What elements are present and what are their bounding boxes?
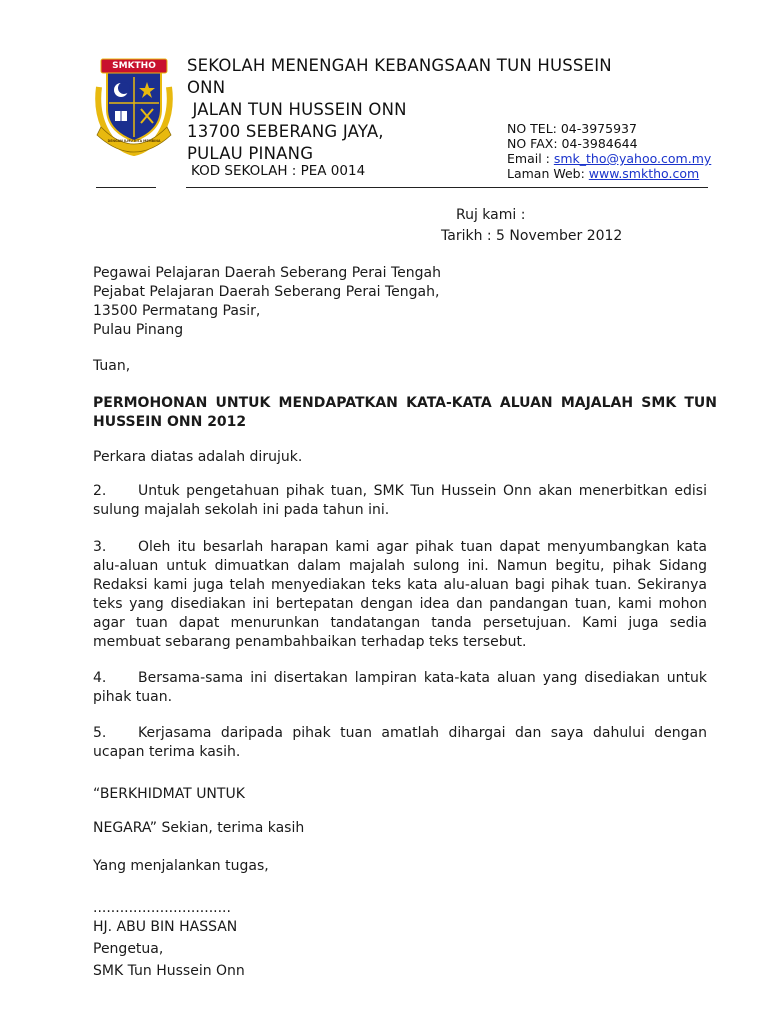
email-label: Email : bbox=[507, 151, 554, 166]
recipient-line4: Pulau Pinang bbox=[93, 322, 184, 338]
paragraph-4 bbox=[93, 669, 707, 707]
paragraph-4-text: Bersama-sama ini disertakan lampiran kata-kata aluan yang disediakan untuk pihak tuan. bbox=[93, 670, 707, 705]
school-name-line2: ONN bbox=[187, 78, 226, 97]
letter-date: Tarikh : 5 November 2012 bbox=[441, 228, 623, 244]
recipient-line1: Pegawai Pelajaran Daerah Seberang Perai Tengah bbox=[93, 265, 441, 281]
paragraph-4-number: 4. bbox=[93, 670, 107, 686]
signature-block bbox=[93, 900, 245, 982]
paragraph-2-text: Untuk pengetahuan pihak tuan, SMK Tun Hussein Onn akan menerbitkan edisi sulung majalah sekolah ini pada tahun ini. bbox=[93, 483, 707, 518]
email-link[interactable]: smk_tho@yahoo.com.my bbox=[553, 151, 712, 166]
crest-motto-text: DENGAN ILMU KITA MEMBINA bbox=[107, 139, 161, 143]
paragraph-5-number: 5. bbox=[93, 725, 107, 741]
email-row bbox=[507, 151, 757, 166]
address-line3: PULAU PINANG bbox=[187, 144, 314, 163]
recipient-address bbox=[93, 264, 441, 340]
crest-banner-text: SMKTHO bbox=[112, 61, 156, 71]
letterhead-divider-left bbox=[96, 187, 156, 188]
signature-line: ............................... bbox=[93, 900, 231, 916]
paragraph-5 bbox=[93, 724, 707, 762]
school-name-line1: SEKOLAH MENENGAH KEBANGSAAN TUN HUSSEIN bbox=[187, 56, 612, 75]
letter-subject: PERMOHONAN UNTUK MENDAPATKAN KATA-KATA ALUAN MAJALAH SMK TUN HUSSEIN ONN 2012 bbox=[93, 395, 717, 430]
school-crest-logo bbox=[93, 57, 175, 157]
closing-yang: Yang menjalankan tugas, bbox=[93, 858, 269, 874]
signatory-name: HJ. ABU BIN HASSAN bbox=[93, 919, 238, 935]
paragraph-2-number: 2. bbox=[93, 483, 107, 499]
salutation: Tuan, bbox=[93, 358, 131, 374]
address-line1: JALAN TUN HUSSEIN ONN bbox=[187, 100, 407, 119]
school-code: KOD SEKOLAH : PEA 0014 bbox=[191, 163, 366, 179]
contact-block bbox=[507, 121, 757, 181]
paragraph-1: Perkara diatas adalah dirujuk. bbox=[93, 449, 303, 465]
signatory-school: SMK Tun Hussein Onn bbox=[93, 963, 245, 979]
website-row bbox=[507, 166, 757, 181]
motto-line1: “BERKHIDMAT UNTUK bbox=[93, 786, 245, 802]
website-label: Laman Web: bbox=[507, 166, 589, 181]
recipient-line2: Pejabat Pelajaran Daerah Seberang Perai Tengah, bbox=[93, 284, 440, 300]
motto-line2: NEGARA” Sekian, terima kasih bbox=[93, 820, 305, 836]
paragraph-3-text: Oleh itu besarlah harapan kami agar pihak tuan dapat menyumbangkan kata alu-aluan untuk dimuatkan dalam majalah sulong ini. Namun begitu, pihak Sidang Redaksi kami juga telah menyediakan teks kata alu-aluan bagi pihak tuan. Sekiranya teks yang disediakan ini bertepatan dengan idea dan pandangan tuan, kami mohon agar tuan dapat menurunkan tandatangan tanda persetujuan. Kami juga sedia membuat sebarang penambahbaikan terhadap teks tersebut. bbox=[93, 539, 707, 650]
phone-number: NO TEL: 04-3975937 bbox=[507, 121, 637, 136]
paragraph-3-number: 3. bbox=[93, 539, 107, 555]
paragraph-3 bbox=[93, 538, 707, 652]
paragraph-2 bbox=[93, 482, 707, 520]
website-link[interactable]: www.smktho.com bbox=[588, 166, 700, 181]
signatory-title: Pengetua, bbox=[93, 941, 164, 957]
paragraph-5-text: Kerjasama daripada pihak tuan amatlah dihargai dan saya dahului dengan ucapan terima kasih. bbox=[93, 725, 707, 760]
fax-number: NO FAX: 04-3984644 bbox=[507, 136, 638, 151]
recipient-line3: 13500 Permatang Pasir, bbox=[93, 303, 261, 319]
reference-number: Ruj kami : bbox=[456, 207, 526, 223]
letterhead-divider-right bbox=[186, 187, 708, 188]
address-line2: 13700 SEBERANG JAYA, bbox=[187, 122, 384, 141]
